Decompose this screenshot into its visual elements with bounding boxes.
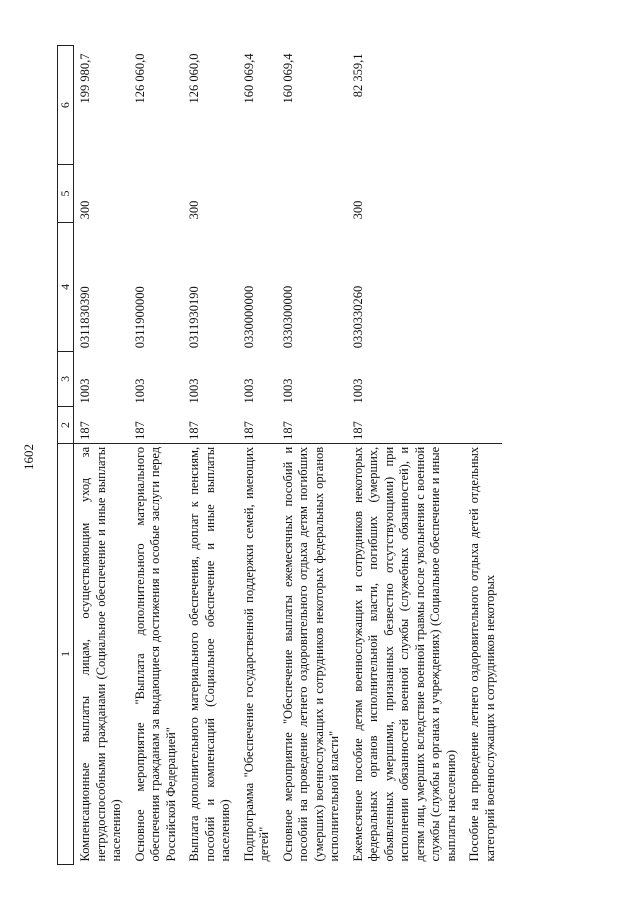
page-number: 1602 [21, 444, 36, 470]
cell-csr: 0330000000 [241, 285, 256, 349]
cell-vr [277, 165, 347, 223]
cell-rz: 1003 [280, 378, 295, 404]
cell-rz: 1003 [78, 378, 92, 404]
column-number-row [58, 46, 74, 865]
cell-csr: 0311830390 [78, 286, 92, 349]
cell-sum: 160 069,4 [241, 53, 256, 104]
cell-csr: 0330330260 [350, 285, 365, 349]
column-header: 4 [58, 222, 74, 351]
cell-ved: 187 [238, 407, 277, 444]
table-row [183, 46, 238, 865]
rotated-page [21, 45, 577, 865]
cell-ved: 187 [277, 407, 347, 444]
cell-sum: 82 359,1 [350, 53, 365, 98]
cell-name: Компенсационные выплаты лицам, осуществляющим уход за нетрудоспособными гражданами (Социальное обеспечение и иные выплаты населению) [78, 446, 123, 862]
cell-csr: 0311900000 [132, 286, 147, 349]
table-row [129, 46, 184, 865]
cell-name: Основное мероприятие "Выплата дополнительного материального обеспечения гражданам за выдающиеся достижения и особые заслуги перед Российской Федерацией" [132, 446, 178, 862]
cell-ved [463, 407, 502, 444]
cell-vr [238, 165, 277, 223]
cell-vr [129, 165, 184, 223]
cell-sum: 199 980,7 [78, 53, 92, 104]
cell-rz: 1003 [187, 378, 201, 404]
column-header: 3 [58, 351, 74, 406]
cell-csr: 0330300000 [280, 285, 295, 349]
table-row [463, 46, 502, 865]
table-row [74, 46, 129, 865]
table-row [347, 46, 464, 865]
cell-name: Пособие на проведение летнего оздоровительного отдыха детей отдельных категорий военнослужащих и сотрудников некоторых [467, 446, 497, 862]
cell-ved: 187 [183, 407, 238, 444]
column-header: 5 [58, 165, 74, 223]
column-header: 1 [58, 443, 74, 864]
cell-vr: 300 [78, 200, 92, 220]
cell-ved: 187 [74, 407, 129, 444]
cell-rz [463, 351, 502, 406]
cell-sum [463, 46, 502, 165]
cell-name: Ежемесячное пособие детям военнослужащих и сотрудников некоторых федеральных органов исполнительной власти, погибших (умерших, объявленных умершими, признанных безвестно отсутствующими) при исполнении обязанностей военной службы (служебных обязанностей), и детям лиц, умерших вследствие военной травмы после увольнения с военной службы (службы в органах и учреждениях) (Социальное обеспечение и иные выплаты населению) [350, 446, 458, 862]
cell-sum: 126 060,0 [187, 53, 201, 104]
cell-name: Выплата дополнительного материального обеспечения, доплат к пенсиям, пособий и компенсаций (Социальное обеспечение и иные выплаты населению) [187, 446, 232, 862]
cell-csr: 0311930190 [187, 286, 201, 349]
table-row [277, 46, 347, 865]
cell-vr: 300 [187, 200, 201, 220]
cell-name: Подпрограмма "Обеспечение государственной поддержки семей, имеющих детей" [241, 446, 271, 862]
cell-name: Основное мероприятие "Обеспечение выплаты ежемесячных пособий и пособий на проведение летнего оздоровительного отдыха детям погибших (умерших) военнослужащих и сотрудников некоторых федеральных органов исполнительной власти" [280, 446, 341, 862]
cell-sum: 160 069,4 [280, 53, 295, 104]
cell-csr [463, 222, 502, 351]
table-body [74, 46, 503, 865]
column-header: 2 [58, 407, 74, 444]
column-header: 6 [58, 46, 74, 165]
cell-rz: 1003 [241, 378, 256, 404]
table-row [238, 46, 277, 865]
cell-rz: 1003 [350, 378, 365, 404]
cell-sum: 126 060,0 [132, 53, 147, 104]
cell-vr: 300 [350, 200, 365, 220]
cell-vr [463, 165, 502, 223]
cell-ved: 187 [129, 407, 184, 444]
cell-ved: 187 [347, 407, 464, 444]
budget-table [57, 45, 502, 865]
cell-rz: 1003 [132, 378, 147, 404]
